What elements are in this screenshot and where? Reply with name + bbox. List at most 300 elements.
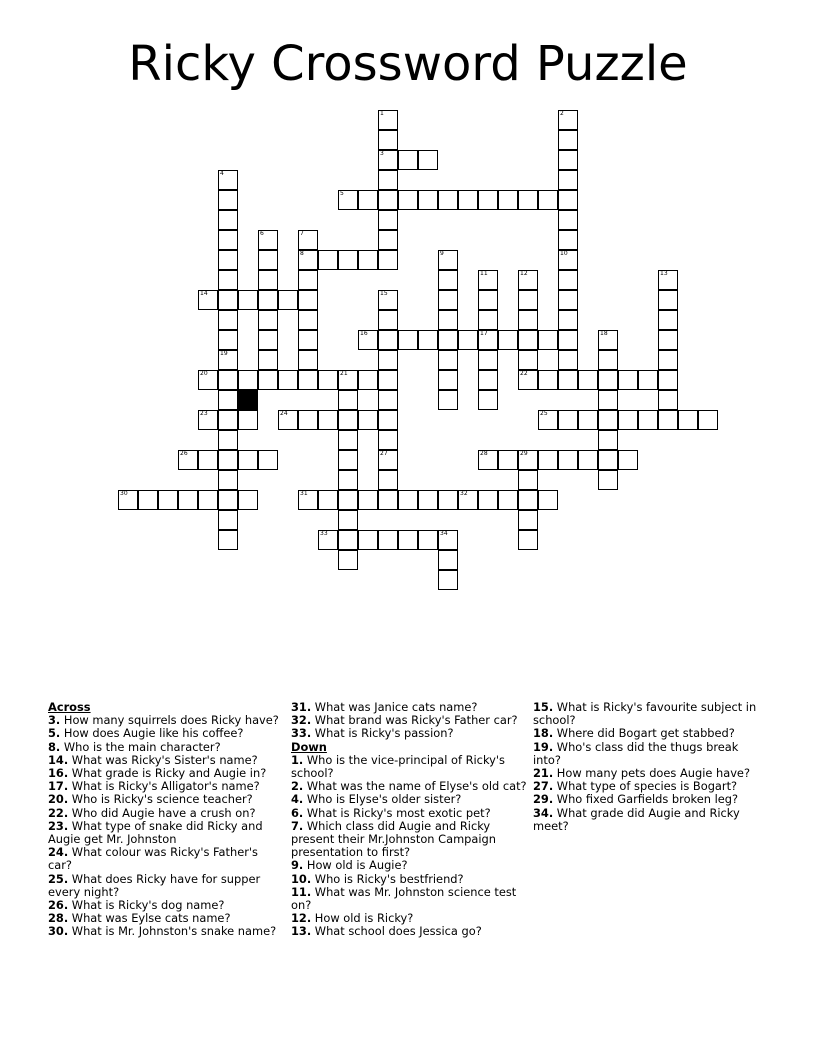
clue-text: How many pets does Augie have?	[553, 766, 750, 781]
grid-cell[interactable]	[258, 370, 278, 390]
grid-cell[interactable]	[518, 530, 538, 550]
grid-cell[interactable]	[258, 250, 278, 270]
grid-cell[interactable]	[418, 330, 438, 350]
grid-cell[interactable]	[378, 410, 398, 430]
clue-num: 33.	[291, 726, 312, 741]
clue-num: 26.	[48, 898, 69, 913]
grid-cell[interactable]	[478, 450, 498, 470]
grid-cell[interactable]	[378, 490, 398, 510]
clue-number: 7	[300, 230, 304, 237]
grid-cell[interactable]	[538, 450, 558, 470]
grid-cell[interactable]	[558, 450, 578, 470]
grid-cell[interactable]	[378, 370, 398, 390]
grid-cell[interactable]	[378, 110, 398, 130]
grid-cell[interactable]	[558, 410, 578, 430]
clue-number: 15	[380, 290, 388, 297]
grid-cell[interactable]	[558, 230, 578, 250]
clue-num: 31.	[291, 700, 312, 714]
down-clue	[533, 741, 769, 767]
grid-cell[interactable]	[478, 490, 498, 510]
grid-cell[interactable]	[658, 390, 678, 410]
grid-cell[interactable]	[458, 190, 478, 210]
grid-cell[interactable]	[598, 450, 618, 470]
page-title: Ricky Crossword Puzzle	[128, 36, 688, 92]
grid-cell[interactable]	[478, 390, 498, 410]
clue-num: 15.	[533, 700, 554, 714]
grid-cell[interactable]	[438, 310, 458, 330]
grid-cell[interactable]	[358, 330, 378, 350]
grid-cell[interactable]	[118, 490, 138, 510]
grid-cell[interactable]	[458, 490, 478, 510]
clue-text: What type of species is Bogart?	[553, 779, 738, 794]
clue-num: 9.	[291, 858, 304, 873]
grid-cell[interactable]	[378, 470, 398, 490]
grid-cell[interactable]	[458, 330, 478, 350]
grid-cell[interactable]	[558, 190, 578, 210]
clue-number: 11	[480, 270, 488, 277]
grid-cell[interactable]	[598, 390, 618, 410]
clue-num: 12.	[291, 911, 312, 926]
grid-cell[interactable]	[658, 350, 678, 370]
clue-column-3	[533, 701, 769, 833]
clue-num: 18.	[533, 726, 554, 741]
grid-cell[interactable]	[598, 470, 618, 490]
grid-cell[interactable]	[538, 490, 558, 510]
grid-cell[interactable]	[518, 370, 538, 390]
clue-num: 25.	[48, 871, 69, 886]
clue-number: 33	[320, 530, 328, 537]
grid-cell[interactable]	[398, 150, 418, 170]
grid-cell[interactable]	[198, 450, 218, 470]
grid-cell[interactable]	[598, 410, 618, 430]
grid-cell[interactable]	[518, 350, 538, 370]
clue-number: 8	[300, 250, 304, 257]
grid-cell[interactable]	[258, 230, 278, 250]
clue-number: 19	[220, 350, 228, 357]
grid-cell[interactable]	[258, 310, 278, 330]
grid-cell[interactable]	[378, 230, 398, 250]
clue-num: 19.	[533, 739, 554, 754]
grid-cell[interactable]	[198, 410, 218, 430]
clue-text: Which class did Augie and Ricky present their Mr.Johnston Campaign presentation to first?	[291, 818, 496, 860]
clue-text: What is Ricky's passion?	[311, 726, 454, 741]
grid-cell[interactable]	[338, 490, 358, 510]
grid-cell[interactable]	[558, 330, 578, 350]
grid-cell[interactable]	[558, 350, 578, 370]
clue-num: 20.	[48, 792, 69, 807]
grid-cell[interactable]	[478, 350, 498, 370]
clue-number: 4	[220, 170, 224, 177]
grid-cell[interactable]	[438, 190, 458, 210]
grid-cell[interactable]	[418, 190, 438, 210]
across-clue	[48, 846, 284, 872]
clue-num: 22.	[48, 805, 69, 820]
clue-text: What is Ricky's Alligator's name?	[68, 779, 260, 794]
clue-column-2	[291, 701, 527, 939]
clue-num: 21.	[533, 766, 554, 781]
grid-cell[interactable]	[558, 210, 578, 230]
clue-num: 29.	[533, 792, 554, 807]
clue-text: What was the name of Elyse's old cat?	[303, 779, 527, 794]
grid-cell[interactable]	[218, 450, 238, 470]
grid-cell[interactable]	[658, 290, 678, 310]
clue-text: How many squirrels does Ricky have?	[60, 713, 279, 728]
clue-num: 32.	[291, 713, 312, 728]
grid-cell[interactable]	[438, 550, 458, 570]
grid-cell[interactable]	[218, 490, 238, 510]
grid-cell[interactable]	[298, 370, 318, 390]
grid-cell[interactable]	[178, 450, 198, 470]
grid-cell[interactable]	[498, 450, 518, 470]
clue-text: Where did Bogart get stabbed?	[553, 726, 735, 741]
grid-cell[interactable]	[138, 490, 158, 510]
clue-text: What brand was Ricky's Father car?	[311, 713, 518, 728]
down-heading: Down	[291, 739, 327, 754]
grid-cell[interactable]	[298, 270, 318, 290]
grid-cell[interactable]	[378, 350, 398, 370]
clue-number: 31	[300, 490, 308, 497]
grid-cell[interactable]	[478, 370, 498, 390]
grid-cell[interactable]	[378, 290, 398, 310]
grid-cell[interactable]	[518, 270, 538, 290]
down-clue	[291, 754, 527, 780]
across-clue	[48, 820, 284, 846]
grid-cell[interactable]	[398, 490, 418, 510]
grid-cell[interactable]	[598, 370, 618, 390]
grid-cell[interactable]	[338, 470, 358, 490]
grid-cell[interactable]	[378, 450, 398, 470]
clue-num: 1.	[291, 752, 304, 767]
grid-cell[interactable]	[298, 490, 318, 510]
clue-number: 9	[440, 250, 444, 257]
clue-text: What school does Jessica go?	[311, 924, 482, 939]
grid-cell[interactable]	[218, 310, 238, 330]
grid-cell[interactable]	[538, 190, 558, 210]
grid-cell[interactable]	[378, 530, 398, 550]
grid-cell[interactable]	[378, 210, 398, 230]
grid-cell[interactable]	[558, 150, 578, 170]
grid-cell[interactable]	[398, 330, 418, 350]
grid-cell[interactable]	[238, 370, 258, 390]
grid-cell[interactable]	[438, 250, 458, 270]
grid-cell[interactable]	[378, 330, 398, 350]
clue-number: 20	[200, 370, 208, 377]
grid-cell[interactable]	[298, 410, 318, 430]
clue-text: How old is Augie?	[303, 858, 408, 873]
clue-text: What is Mr. Johnston's snake name?	[68, 924, 277, 939]
clue-text: Who is Elyse's older sister?	[303, 792, 462, 807]
down-clue	[291, 886, 527, 912]
grid-cell[interactable]	[518, 330, 538, 350]
grid-cell[interactable]	[198, 370, 218, 390]
grid-cell[interactable]	[258, 270, 278, 290]
clue-number: 18	[600, 330, 608, 337]
grid-cell[interactable]	[678, 410, 698, 430]
grid-cell[interactable]	[698, 410, 718, 430]
clue-number: 10	[560, 250, 568, 257]
grid-cell[interactable]	[598, 430, 618, 450]
grid-cell[interactable]	[198, 290, 218, 310]
across-clue	[48, 873, 284, 899]
clue-text: What colour was Ricky's Father's car?	[48, 845, 258, 873]
grid-cell[interactable]	[358, 410, 378, 430]
grid-cell[interactable]	[278, 290, 298, 310]
grid-cell[interactable]	[558, 290, 578, 310]
grid-cell[interactable]	[358, 530, 378, 550]
grid-cell[interactable]	[318, 530, 338, 550]
grid-cell[interactable]	[338, 390, 358, 410]
grid-cell[interactable]	[438, 390, 458, 410]
grid-cell[interactable]	[618, 370, 638, 390]
grid-cell[interactable]	[298, 230, 318, 250]
grid-cell[interactable]	[518, 510, 538, 530]
grid-cell[interactable]	[218, 170, 238, 190]
grid-cell[interactable]	[318, 490, 338, 510]
grid-cell[interactable]	[298, 330, 318, 350]
clue-number: 27	[380, 450, 388, 457]
clue-number: 25	[540, 410, 548, 417]
clue-num: 13.	[291, 924, 312, 939]
grid-cell[interactable]	[218, 210, 238, 230]
grid-cell[interactable]	[338, 550, 358, 570]
grid-cell[interactable]	[638, 370, 658, 390]
clue-text: How old is Ricky?	[311, 911, 414, 926]
clue-num: 34.	[533, 805, 554, 820]
across-clue	[291, 727, 527, 740]
grid-cell[interactable]	[618, 450, 638, 470]
grid-cell[interactable]	[278, 410, 298, 430]
grid-cell[interactable]	[518, 470, 538, 490]
clue-column-1	[48, 701, 284, 939]
grid-cell[interactable]	[378, 250, 398, 270]
grid-cell[interactable]	[338, 410, 358, 430]
grid-cell[interactable]	[158, 490, 178, 510]
clue-number: 3	[380, 150, 384, 157]
grid-cell[interactable]	[218, 290, 238, 310]
grid-cell[interactable]	[218, 530, 238, 550]
clue-number: 22	[520, 370, 528, 377]
grid-cell[interactable]	[538, 370, 558, 390]
clue-num: 30.	[48, 924, 69, 939]
grid-cell[interactable]	[218, 270, 238, 290]
clue-number: 34	[440, 530, 448, 537]
grid-cell[interactable]	[218, 510, 238, 530]
clue-text: How does Augie like his coffee?	[60, 726, 244, 741]
grid-cell[interactable]	[438, 290, 458, 310]
grid-cell[interactable]	[318, 370, 338, 390]
grid-cell[interactable]	[218, 230, 238, 250]
clue-num: 10.	[291, 871, 312, 886]
clue-num: 28.	[48, 911, 69, 926]
grid-cell[interactable]	[478, 290, 498, 310]
grid-cell[interactable]	[638, 410, 658, 430]
grid-cell[interactable]	[218, 370, 238, 390]
clue-number: 12	[520, 270, 528, 277]
grid-cell[interactable]	[218, 350, 238, 370]
grid-cell[interactable]	[578, 450, 598, 470]
grid-cell[interactable]	[438, 490, 458, 510]
clue-text: What is Ricky's dog name?	[68, 898, 225, 913]
grid-cell[interactable]	[338, 370, 358, 390]
clue-num: 7.	[291, 818, 304, 833]
grid-cell[interactable]	[538, 330, 558, 350]
grid-cell[interactable]	[478, 310, 498, 330]
grid-cell[interactable]	[558, 110, 578, 130]
grid-cell[interactable]	[218, 470, 238, 490]
grid-cell[interactable]	[358, 190, 378, 210]
grid-cell[interactable]	[178, 490, 198, 510]
grid-cell[interactable]	[558, 270, 578, 290]
clue-number: 28	[480, 450, 488, 457]
grid-cell[interactable]	[578, 410, 598, 430]
grid-cell[interactable]	[338, 250, 358, 270]
grid-cell[interactable]	[298, 350, 318, 370]
grid-cell[interactable]	[238, 490, 258, 510]
clue-text: Who is the main character?	[60, 739, 221, 754]
clue-number: 5	[340, 190, 344, 197]
grid-cell[interactable]	[338, 530, 358, 550]
grid-cell[interactable]	[498, 330, 518, 350]
grid-cell[interactable]	[558, 130, 578, 150]
grid-cell[interactable]	[378, 310, 398, 330]
grid-cell[interactable]	[558, 250, 578, 270]
clue-number: 17	[480, 330, 488, 337]
clue-number: 21	[340, 370, 348, 377]
grid-cell[interactable]	[478, 270, 498, 290]
grid-cell[interactable]	[238, 290, 258, 310]
grid-cell[interactable]	[418, 150, 438, 170]
grid-cell[interactable]	[438, 370, 458, 390]
grid-cell[interactable]	[558, 310, 578, 330]
grid-cell[interactable]	[518, 290, 538, 310]
grid-cell[interactable]	[518, 490, 538, 510]
grid-cell[interactable]	[658, 330, 678, 350]
clue-num: 5.	[48, 726, 61, 741]
grid-cell[interactable]	[218, 410, 238, 430]
grid-cell[interactable]	[378, 390, 398, 410]
clue-num: 27.	[533, 779, 554, 794]
grid-cell[interactable]	[518, 190, 538, 210]
grid-cell[interactable]	[558, 370, 578, 390]
clue-num: 11.	[291, 884, 312, 899]
clue-text: What type of snake did Ricky and Augie get Mr. Johnston	[48, 818, 263, 847]
grid-cell[interactable]	[358, 250, 378, 270]
clue-text: What grade is Ricky and Augie in?	[68, 766, 267, 781]
clue-number: 2	[560, 110, 564, 117]
grid-cell[interactable]	[378, 190, 398, 210]
grid-cell[interactable]	[658, 270, 678, 290]
grid-cell[interactable]	[658, 410, 678, 430]
grid-cell[interactable]	[378, 430, 398, 450]
grid-cell[interactable]	[258, 290, 278, 310]
clue-num: 4.	[291, 792, 304, 807]
grid-cell[interactable]	[478, 330, 498, 350]
grid-cell[interactable]	[338, 190, 358, 210]
grid-block	[238, 390, 258, 410]
grid-cell[interactable]	[438, 270, 458, 290]
grid-cell[interactable]	[658, 310, 678, 330]
down-clue	[291, 925, 527, 938]
grid-cell[interactable]	[498, 490, 518, 510]
clue-number: 14	[200, 290, 208, 297]
grid-cell[interactable]	[278, 370, 298, 390]
grid-cell[interactable]	[438, 570, 458, 590]
grid-cell[interactable]	[298, 250, 318, 270]
grid-cell[interactable]	[318, 250, 338, 270]
clue-text: What was Mr. Johnston science test on?	[291, 884, 517, 913]
grid-cell[interactable]	[598, 350, 618, 370]
grid-cell[interactable]	[438, 330, 458, 350]
grid-cell[interactable]	[438, 530, 458, 550]
clue-num: 3.	[48, 713, 61, 728]
clue-num: 2.	[291, 779, 304, 794]
grid-cell[interactable]	[378, 170, 398, 190]
grid-cell[interactable]	[258, 350, 278, 370]
clue-text: What is Ricky's most exotic pet?	[303, 805, 491, 820]
grid-cell[interactable]	[198, 490, 218, 510]
clue-num: 6.	[291, 805, 304, 820]
grid-cell[interactable]	[418, 530, 438, 550]
grid-cell[interactable]	[398, 190, 418, 210]
grid-cell[interactable]	[378, 130, 398, 150]
clue-num: 23.	[48, 818, 69, 833]
grid-cell[interactable]	[258, 330, 278, 350]
grid-cell[interactable]	[218, 250, 238, 270]
grid-cell[interactable]	[218, 330, 238, 350]
grid-cell[interactable]	[238, 410, 258, 430]
grid-cell[interactable]	[218, 190, 238, 210]
grid-cell[interactable]	[238, 450, 258, 470]
grid-cell[interactable]	[358, 490, 378, 510]
grid-cell[interactable]	[598, 330, 618, 350]
clue-number: 29	[520, 450, 528, 457]
grid-cell[interactable]	[498, 190, 518, 210]
clue-text: Who's class did the thugs break into?	[533, 739, 739, 767]
grid-cell[interactable]	[298, 290, 318, 310]
grid-cell[interactable]	[418, 490, 438, 510]
clue-text: What was Ricky's Sister's name?	[68, 752, 258, 767]
grid-cell[interactable]	[658, 370, 678, 390]
grid-cell[interactable]	[538, 410, 558, 430]
clue-num: 16.	[48, 766, 69, 781]
grid-cell[interactable]	[358, 370, 378, 390]
clue-num: 24.	[48, 845, 69, 860]
grid-cell[interactable]	[618, 410, 638, 430]
grid-cell[interactable]	[338, 430, 358, 450]
clue-text: Who is Ricky's science teacher?	[68, 792, 253, 807]
grid-cell[interactable]	[518, 310, 538, 330]
grid-cell[interactable]	[218, 390, 238, 410]
grid-cell[interactable]	[518, 450, 538, 470]
grid-cell[interactable]	[478, 190, 498, 210]
grid-cell[interactable]	[398, 530, 418, 550]
grid-cell[interactable]	[218, 430, 238, 450]
clue-num: 8.	[48, 739, 61, 754]
clue-number: 23	[200, 410, 208, 417]
grid-cell[interactable]	[558, 170, 578, 190]
grid-cell[interactable]	[438, 350, 458, 370]
clue-number: 30	[120, 490, 128, 497]
grid-cell[interactable]	[318, 410, 338, 430]
grid-cell[interactable]	[378, 150, 398, 170]
grid-cell[interactable]	[258, 450, 278, 470]
grid-cell[interactable]	[298, 310, 318, 330]
clue-text: Who is Ricky's bestfriend?	[311, 871, 464, 886]
grid-cell[interactable]	[578, 370, 598, 390]
clue-number: 1	[380, 110, 384, 117]
grid-cell[interactable]	[338, 510, 358, 530]
grid-cell[interactable]	[338, 450, 358, 470]
